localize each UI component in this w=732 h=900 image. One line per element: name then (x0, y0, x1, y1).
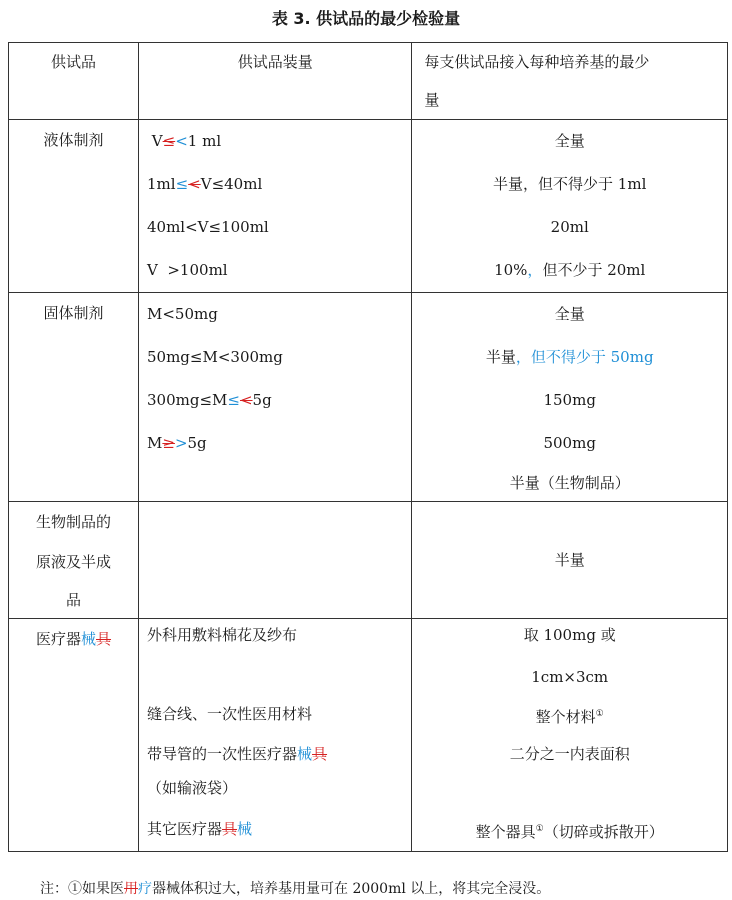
header-col-min-quantity: 每支供试品接入每种培养基的最少 量 (412, 43, 728, 120)
inserted-text: 械 (237, 820, 253, 838)
deleted-text: 具 (312, 745, 328, 763)
mass-range: 300mg≤M≤<5g (147, 391, 272, 409)
inserted-text: 械 (80, 630, 96, 648)
table-row-medical-device (9, 619, 728, 852)
volume-range: V >100ml (147, 261, 228, 279)
min-quantity-cell: 全量 半量，但不得少于 50mg 150mg 500mg 半量（生物制品） (412, 293, 728, 502)
table-row-liquid (9, 120, 728, 293)
quantity-text: 半量，但不得少于 50mg (485, 348, 654, 366)
inserted-text: 疗 (138, 881, 152, 897)
sample-name-cell: 医疗器械具 (9, 619, 139, 852)
inserted-text: 械 (297, 745, 313, 763)
table-header-row (9, 43, 728, 120)
table-row-solid (9, 293, 728, 502)
volume-range: V≤<1 ml (151, 132, 222, 150)
deleted-text: < (188, 175, 201, 193)
min-test-quantity-table (8, 42, 728, 852)
volume-range: 40ml<V≤100ml (147, 218, 269, 236)
min-quantity-cell: 取 100mg 或 1cm×3cm 整个材料① 二分之一内表面积 整个器具①（切碎或拆散开） (412, 619, 728, 852)
fill-volume-cell (139, 502, 412, 619)
inserted-text: > (174, 434, 188, 452)
inserted-text: ， (527, 261, 543, 279)
fill-volume-cell: M<50mg 50mg≤M<300mg 300mg≤M≤<5g M≥>5g (139, 293, 412, 502)
inserted-text: ≤ (175, 175, 189, 193)
quantity-text: 10%，但不少于 20ml (494, 261, 646, 279)
sample-name-cell: 固体制剂 (9, 293, 139, 502)
deleted-text: ≤ (162, 132, 176, 150)
inserted-text: ，但不得少于 50mg (515, 348, 654, 366)
fill-volume-cell: 外科用敷料棉花及纱布 缝合线、一次性医用材料 带导管的一次性医疗器械具 （如输液袋） 其它医疗器具械 (139, 619, 412, 852)
deleted-text: 具 (222, 820, 238, 838)
deleted-text: 具 (96, 630, 112, 648)
table-title: 表 3. 供试品的最少检验量 (271, 9, 461, 28)
header-col-fill-volume: 供试品装量 (139, 43, 412, 120)
sample-name-cell: 液体制剂 (9, 120, 139, 293)
inserted-text: ≤ (227, 391, 240, 409)
header-col-sample: 供试品 (9, 43, 139, 120)
deleted-text: ≥ (162, 434, 175, 452)
mass-range: M≥>5g (147, 434, 207, 452)
min-quantity-cell: 全量 半量，但不得少于 1ml 20ml 10%，但不少于 20ml (412, 120, 728, 293)
table-footnote: 注：①如果医用疗器械体积过大，培养基用量可在 2000ml 以上，将其完全浸没。 (40, 881, 551, 897)
deleted-text: < (239, 391, 253, 409)
fill-volume-cell (139, 120, 412, 293)
volume-range: 1ml≤<V≤40ml (147, 175, 263, 193)
min-quantity-cell: 半量 (412, 502, 728, 619)
inserted-text: < (175, 132, 188, 150)
sample-name-cell: 生物制品的 原液及半成 品 (9, 502, 139, 619)
table-row-biological (9, 502, 728, 619)
deleted-text: 用 (124, 881, 138, 897)
